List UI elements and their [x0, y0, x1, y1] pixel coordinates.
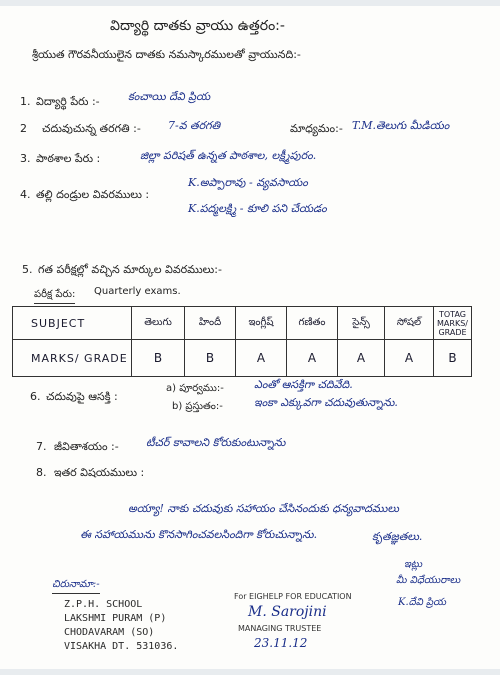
- letter-line-1: అయ్యా! నాకు చదువుకు సహాయం చేసినందుకు ధన్యవాదములు: [128, 502, 399, 515]
- header-science: సైన్స్: [338, 307, 385, 340]
- signoff-line-2: మీ విధేయురాలు: [396, 575, 461, 586]
- letter-thanks: కృతజ్ఞతలు.: [372, 530, 423, 543]
- interest-past-label: a) పూర్వము:-: [166, 383, 224, 394]
- letter-line-2: ఈ సహాయమును కొనసాగించవలసిందిగా కోరుచున్నాను.: [80, 528, 318, 541]
- header-subject: SUBJECT: [13, 307, 132, 340]
- trustee-org: For EIGHELP FOR EDUCATION: [234, 592, 352, 601]
- marks-table-header-row: [13, 307, 472, 340]
- trustee-date: 23.11.12: [254, 636, 308, 650]
- field-3-number: 3.: [20, 152, 31, 165]
- address-line-2: LAKSHMI PURAM (P): [64, 613, 167, 624]
- exam-label: పరీక్ష పేరు:: [34, 288, 75, 304]
- header-english: ఇంగ్లీష్: [236, 307, 287, 340]
- address-line-3: CHODAVARAM (SO): [64, 627, 155, 638]
- field-4-label: తల్లి దండ్రుల వివరములు :: [36, 188, 150, 201]
- field-4-number: 4.: [20, 188, 31, 201]
- school-name-value: జిల్లా పరిషత్ ఉన్నత పాఠశాల, లక్ష్మీపురం.: [140, 149, 317, 162]
- mother-details-value: K.పద్మలక్ష్మి - కూలి పని చేయడం: [188, 202, 327, 215]
- student-signature: K.దేవి ప్రియ: [398, 597, 446, 608]
- other-label: ఇతర విషయములు :: [54, 466, 145, 479]
- field-7-number: 7.: [36, 440, 47, 453]
- scan-bottom-edge: [0, 669, 500, 675]
- field-1-label: విద్యార్థి పేరు :-: [36, 95, 100, 108]
- ambition-value: టీచర్ కావాలని కోరుకుంటున్నాను: [146, 436, 286, 449]
- letter-title: విద్యార్థి దాతకు వ్రాయు ఉత్తరం:-: [110, 18, 285, 34]
- interest-past-value: ఎంతో ఆసక్తిగా చదివేది.: [254, 378, 353, 391]
- field-3-label: పాఠశాల పేరు :: [36, 152, 101, 165]
- field-6-number: 6.: [30, 390, 41, 403]
- medium-value: T.M.తెలుగు మీడియం: [352, 119, 450, 132]
- field-5-number: 5.: [22, 263, 33, 276]
- row-label: MARKS/ GRADE: [13, 340, 132, 377]
- trustee-role: MANAGING TRUSTEE: [238, 624, 322, 633]
- header-total: TOTAG MARKS/ GRADE: [434, 307, 472, 340]
- address-label: చిరునామా:-: [52, 578, 100, 594]
- school-address-stamp: [64, 598, 178, 654]
- marks-table: [12, 306, 472, 377]
- trustee-signature: M. Sarojini: [248, 604, 327, 620]
- class-value: 7-వ తరగతి: [168, 119, 221, 132]
- field-1-number: 1.: [20, 95, 31, 108]
- scan-top-edge: [0, 0, 500, 6]
- address-line-4: VISAKHA DT. 531036.: [64, 641, 179, 652]
- grade-social: A: [385, 340, 434, 377]
- interest-present-label: b) ప్రస్తుతం:-: [172, 401, 223, 412]
- father-details-value: K.అప్పారావు - వ్యవసాయం: [188, 176, 308, 189]
- marks-table-row: [13, 340, 472, 377]
- exam-name: Quarterly exams.: [94, 286, 181, 297]
- grade-total: B: [434, 340, 472, 377]
- header-social: సోషల్: [385, 307, 434, 340]
- field-5-label: గత పరీక్షల్లో వచ్చిన మార్కుల వివరములు:-: [38, 263, 222, 276]
- medium-label: మాధ్యమం:-: [290, 122, 343, 135]
- student-name-value: కంచాయి దేవి ప్రియ: [128, 90, 211, 103]
- field-2-label: చదువుచున్న తరగతి :-: [42, 122, 141, 135]
- field-2-number: 2: [20, 122, 27, 135]
- interest-label: చదువుపై ఆసక్తి :: [46, 390, 118, 403]
- header-telugu: తెలుగు: [132, 307, 185, 340]
- grade-maths: A: [287, 340, 338, 377]
- field-8-number: 8.: [36, 466, 47, 479]
- salutation: శ్రీయుత గౌరవనీయులైన దాతకు నమస్కారములతో వ్రాయునది:-: [32, 48, 301, 61]
- address-line-1: Z.P.H. SCHOOL: [64, 599, 143, 610]
- signoff-line-1: ఇట్లు: [404, 559, 423, 570]
- grade-telugu: B: [132, 340, 185, 377]
- header-hindi: హిందీ: [185, 307, 236, 340]
- ambition-label: జీవితాశయం :-: [54, 440, 119, 453]
- grade-english: A: [236, 340, 287, 377]
- grade-science: A: [338, 340, 385, 377]
- header-maths: గణితం: [287, 307, 338, 340]
- grade-hindi: B: [185, 340, 236, 377]
- interest-present-value: ఇంకా ఎక్కువగా చదువుతున్నాను.: [254, 396, 398, 409]
